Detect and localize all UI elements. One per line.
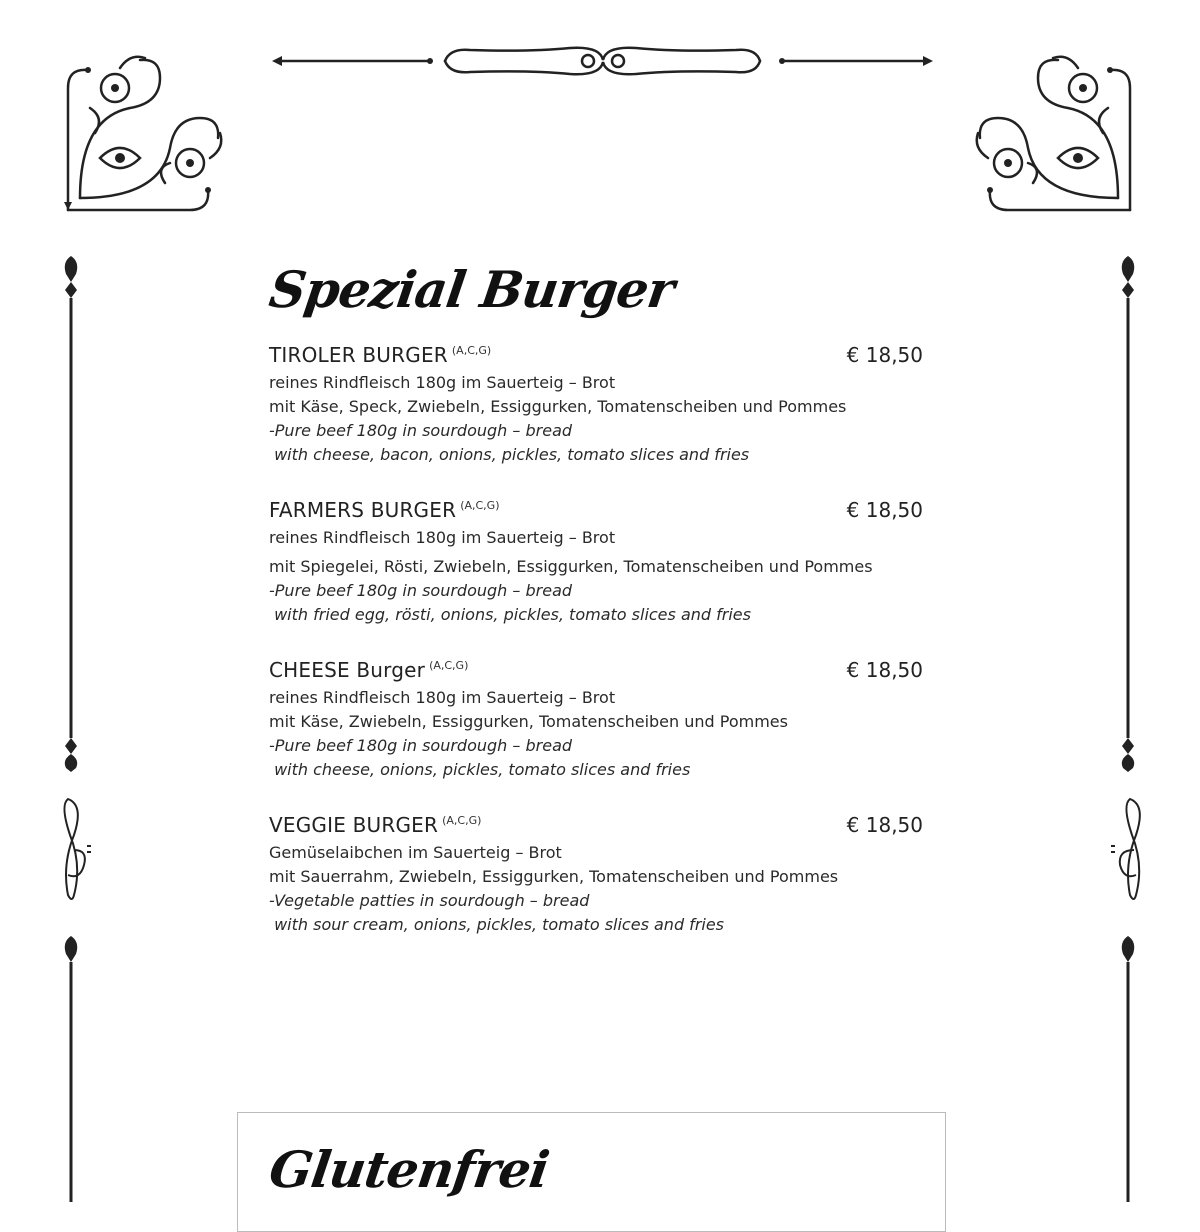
item-name: VEGGIE BURGER [269,813,439,837]
menu-item-tiroler [269,343,929,467]
item-desc-en-2: with cheese, onions, pickles, tomato slices and fries [269,760,691,779]
item-desc-de-1: reines Rindfleisch 180g im Sauerteig – Brot [269,373,616,392]
item-desc-de-2: mit Sauerrahm, Zwiebeln, Essiggurken, Tomatenscheiben und Pommes [269,867,839,886]
item-desc-en-1: -Pure beef 180g in sourdough – bread [269,736,573,755]
item-name: CHEESE Burger [269,658,426,682]
vertical-filigree-left-icon [56,252,86,772]
item-name: FARMERS BURGER [269,498,457,522]
item-allergens: (A,C,G) [451,344,492,357]
item-desc-en-2: with sour cream, onions, pickles, tomato slices and fries [269,915,725,934]
item-allergens: (A,C,G) [460,499,500,512]
item-desc-de-2: mit Spiegelei, Rösti, Zwiebeln, Essiggurken, Tomatenscheiben und Pommes [269,557,873,576]
item-desc-de-1: Gemüselaibchen im Sauerteig – Brot [269,843,562,862]
item-desc-de-1: reines Rindfleisch 180g im Sauerteig – Brot [269,528,616,547]
vertical-filigree-right-icon [1113,252,1143,772]
corner-flourish-right-icon [968,48,1138,218]
item-allergens: (A,C,G) [442,814,482,827]
item-price: € 18,50 [846,498,923,522]
item-price: € 18,50 [846,343,923,367]
item-header [269,498,929,526]
item-header [269,813,929,841]
menu-item-veggie [269,813,929,937]
vertical-filigree-right-lower-icon [1113,932,1143,1202]
menu-item-cheese [269,658,929,782]
item-header [269,658,929,686]
corner-flourish-left-icon [60,48,230,218]
scroll-divider-icon [270,42,935,82]
item-name: TIROLER BURGER [269,343,448,367]
section-title: Spezial Burger [265,260,678,319]
item-desc-en-1: -Vegetable patties in sourdough – bread [269,891,590,910]
glutenfree-title: Glutenfrei [265,1140,553,1199]
menu-item-farmers [269,498,929,627]
item-desc-de-2: mit Käse, Speck, Zwiebeln, Essiggurken, Tomatenscheiben und Pommes [269,397,847,416]
item-allergens: (A,C,G) [429,659,469,672]
item-desc-de-2: mit Käse, Zwiebeln, Essiggurken, Tomatenscheiben und Pommes [269,712,788,731]
item-price: € 18,50 [846,813,923,837]
vertical-filigree-left-lower-icon [56,932,86,1202]
item-desc-en-1: -Pure beef 180g in sourdough – bread [269,421,573,440]
infinity-knot-left-icon [54,795,94,905]
item-price: € 18,50 [846,658,923,682]
item-desc-en-2: with fried egg, rösti, onions, pickles, tomato slices and fries [269,605,751,624]
infinity-knot-right-icon [1108,795,1148,905]
item-desc-en-1: -Pure beef 180g in sourdough – bread [269,581,573,600]
item-desc-de-1: reines Rindfleisch 180g im Sauerteig – Brot [269,688,616,707]
item-header [269,343,929,371]
item-desc-en-2: with cheese, bacon, onions, pickles, tomato slices and fries [269,445,750,464]
